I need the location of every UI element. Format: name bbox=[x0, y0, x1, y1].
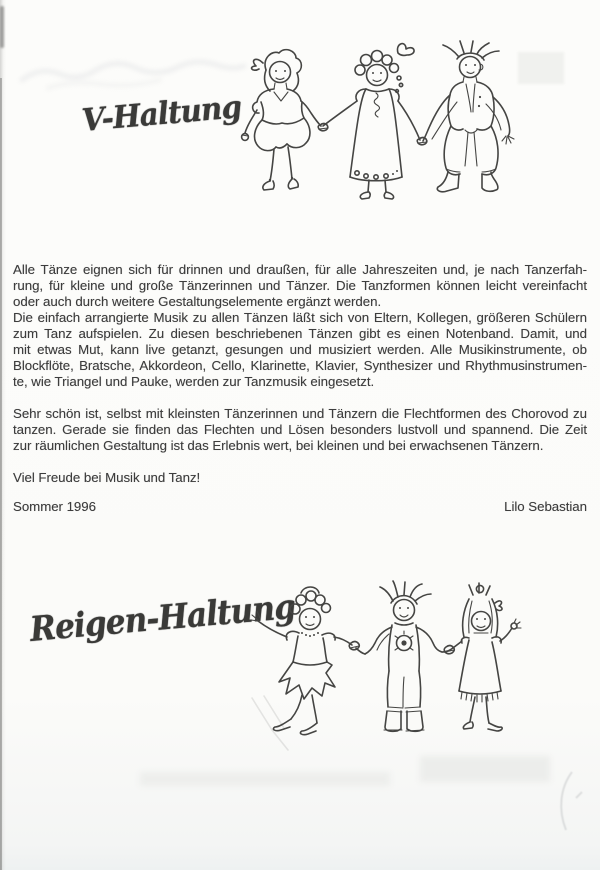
child-figure-middle-girl bbox=[323, 44, 420, 199]
body-text bbox=[13, 262, 587, 515]
bleedthrough-handwriting-smudge bbox=[18, 52, 248, 94]
paragraph bbox=[13, 470, 587, 486]
text-line: te, wie Triangel und Pauke, werden zur Tanzmusik eingesetzt. bbox=[13, 374, 375, 389]
text-line: zur räumlichen Gestaltung ist das Erlebnis wert, bei kleinen und bei erwachsenen Tänzern. bbox=[13, 438, 544, 453]
text-line: mit etwas Mut, kann live getanzt, gesungen und musiziert werden. Alle Musikinstrumente, ob bbox=[13, 342, 587, 357]
signature-row bbox=[13, 499, 587, 515]
child-figure-right-boy bbox=[423, 41, 514, 192]
text-line: Sehr schön ist, selbst mit kleinsten Tänzerinnen und Tänzern die Flechtformen des Chorovod zu bbox=[13, 406, 587, 421]
bleedthrough-curve-mark bbox=[530, 768, 590, 838]
scan-corner-smudge bbox=[0, 6, 4, 48]
text-line: tanzen. Gerade sie finden das Flechten und Lösen besonders lustvoll und spannend. Die Zeit bbox=[13, 422, 587, 437]
child-figure-left-girl bbox=[242, 50, 321, 190]
author-line: Lilo Sebastian bbox=[504, 499, 587, 514]
pencil-smudge-lines bbox=[252, 696, 288, 750]
paragraph bbox=[13, 262, 587, 310]
child-figure-right-girl bbox=[450, 583, 521, 731]
illustration-children-v-hold bbox=[230, 40, 525, 215]
text-line: Blockflöte, Bratsche, Akkordeon, Cello, Klarinette, Klavier, Synthesizer und Rhythmusinstrumen- bbox=[13, 358, 587, 373]
text-line: rung, für kleine und große Tänzerinnen und Tänzer. Die Tanzformen können leicht vereinfacht bbox=[13, 278, 587, 293]
body-paragraphs bbox=[13, 262, 587, 486]
paragraph bbox=[13, 310, 587, 390]
caption-v-haltung: V-Haltung bbox=[80, 89, 243, 139]
text-line: zum Tanz aufspielen. Zu diesen beschriebenen Tänzen gibt es einen Notenband. Damit, und bbox=[13, 326, 587, 341]
child-figure-middle-boy bbox=[356, 581, 450, 731]
bleedthrough-text-smudge bbox=[140, 772, 390, 786]
clasped-hands bbox=[318, 124, 427, 145]
text-line: oder auch durch weitere Gestaltungselemente ergänzt werden. bbox=[13, 294, 382, 309]
page-edge-line bbox=[0, 78, 2, 870]
text-line: Viel Freude bei Musik und Tanz! bbox=[13, 470, 201, 485]
paragraph bbox=[13, 406, 587, 454]
text-line: Die einfach arrangierte Musik zu allen Tänzen läßt sich von Eltern, Kollegen, größeren Schülern bbox=[13, 310, 587, 325]
child-figure-left-girl bbox=[251, 587, 352, 735]
caption-reigen-haltung: Reigen-Haltung bbox=[28, 586, 297, 650]
illustration-children-reigen-hold bbox=[238, 580, 523, 760]
date-line: Sommer 1996 bbox=[13, 499, 96, 514]
text-line: Alle Tänze eignen sich für drinnen und draußen, für alle Jahreszeiten und, je nach Tanzerfah- bbox=[13, 262, 587, 277]
